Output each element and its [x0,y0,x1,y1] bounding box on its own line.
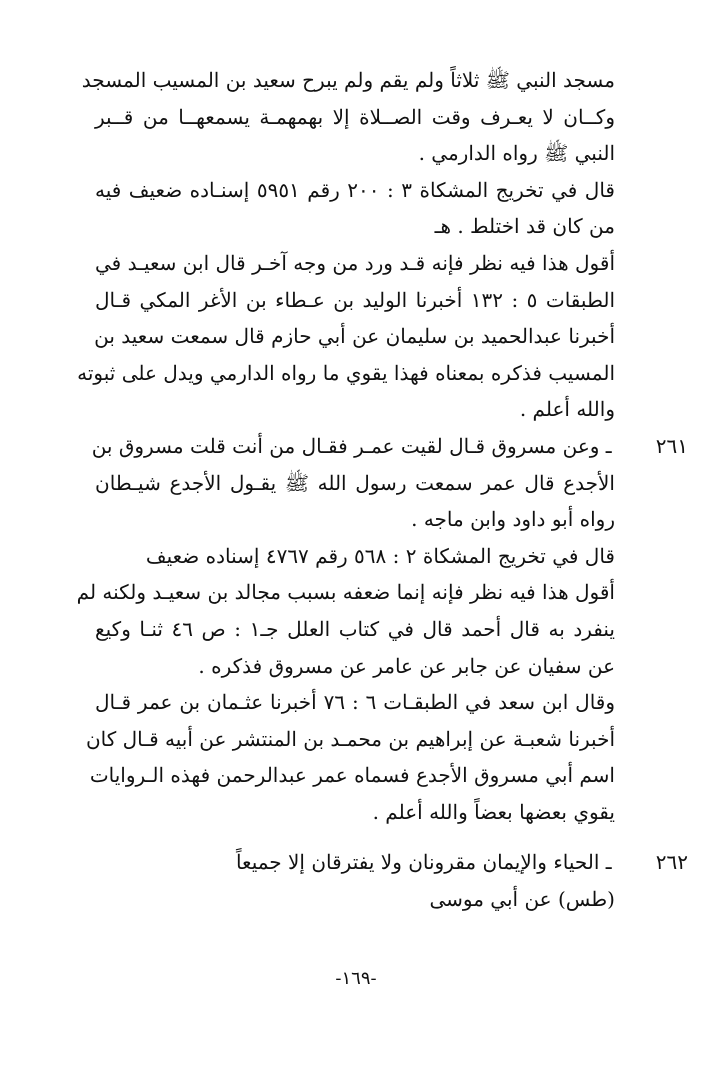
text-line: مسجد النبي ﷺ ثلاثاً ولم يقم ولم يبرح سعيد بن المسيب المسجد [81,68,615,92]
commentary-block [77,62,616,428]
text-line: يقوي بعضها بعضاً والله أعلم . [372,799,615,824]
text-line: الطبقات ٥ : ١٣٢ أخبرنا الوليد بن عـطاء بن الأغر المكي قـال [95,287,616,312]
text-line: رواه أبو داود وابن ماجه . [411,507,615,532]
text-line: المسيب فذكره بمعناه فهذا يقوي ما رواه الدارمي ويدل على ثبوته [77,360,615,385]
text-line: من كان قد اختلط . هـ [434,214,615,239]
text-line: النبي ﷺ رواه الدارمي . [418,141,615,166]
hadith-number: ٢٦١ [655,433,688,458]
hadith-261-block [76,465,616,831]
text-line: أقول هذا فيه نظر فإنه إنما ضعفه بسبب مجالد بن سعيـد ولكنه لم [76,580,615,605]
text-line: قال في تخريج المشكاة ٢ : ٥٦٨ رقم ٤٧٦٧ إسناده ضعيف [145,543,615,568]
hadith-262-first-line [95,844,688,881]
text-line: أخبرنا شعبـة عن إبراهيم بن محمـد بن المنتشر عن أبيه قـال كان [85,726,615,751]
text-line: أخبرنا عبدالحميد بن سليمان عن أبي حازم قال سمعت سعيد بن [94,324,615,349]
hadith-261-first-line [91,428,688,465]
text-line: عن سفيان عن جابر عن عامر عن مسروق فذكره . [198,653,615,678]
text-line: وقال ابن سعد في الطبقـات ٦ : ٧٦ أخبرنا عثـمان بن عمر قـال [95,690,616,715]
hadith-262-block [95,881,615,918]
page-number: -١٦٩- [335,968,377,989]
hadith-number: ٢٦٢ [655,850,688,875]
text-line: قال في تخريج المشكاة ٣ : ٢٠٠ رقم ٥٩٥١ إسنـاده ضعيف فيه [95,177,615,202]
text-line: والله أعلم . [519,397,615,422]
text-line: الأجدع قال عمر سمعت رسول الله ﷺ يقـول الأجدع شيـطان [95,470,615,495]
text-line: اسم أبي مسروق الأجدع فسماه عمر عبدالرحمن فهذه الـروايات [89,763,615,788]
text-line: أقول هذا فيه نظر فإنه قـد ورد من وجه آخـر قال ابن سعيـد في [95,250,615,275]
text-line: وكــان لا يعـرف وقت الصــلاة إلا بهمهمـة يسمعهــا من قــبر [95,104,615,129]
hadith-text: ـ الحياء والإيمان مقرونان ولا يفترقان إلا جميعاً [235,850,612,875]
page-body [76,62,688,918]
text-line: ينفرد به قال أحمد قال في كتاب العلل جـ١ : ص ٤٦ ثنـا وكيع [95,616,615,641]
text-line: (طس) عن أبي موسى [429,887,615,912]
hadith-text: ـ وعن مسروق قـال لقيت عمـر فقـال من أنت قلت مسروق بن [91,433,612,458]
